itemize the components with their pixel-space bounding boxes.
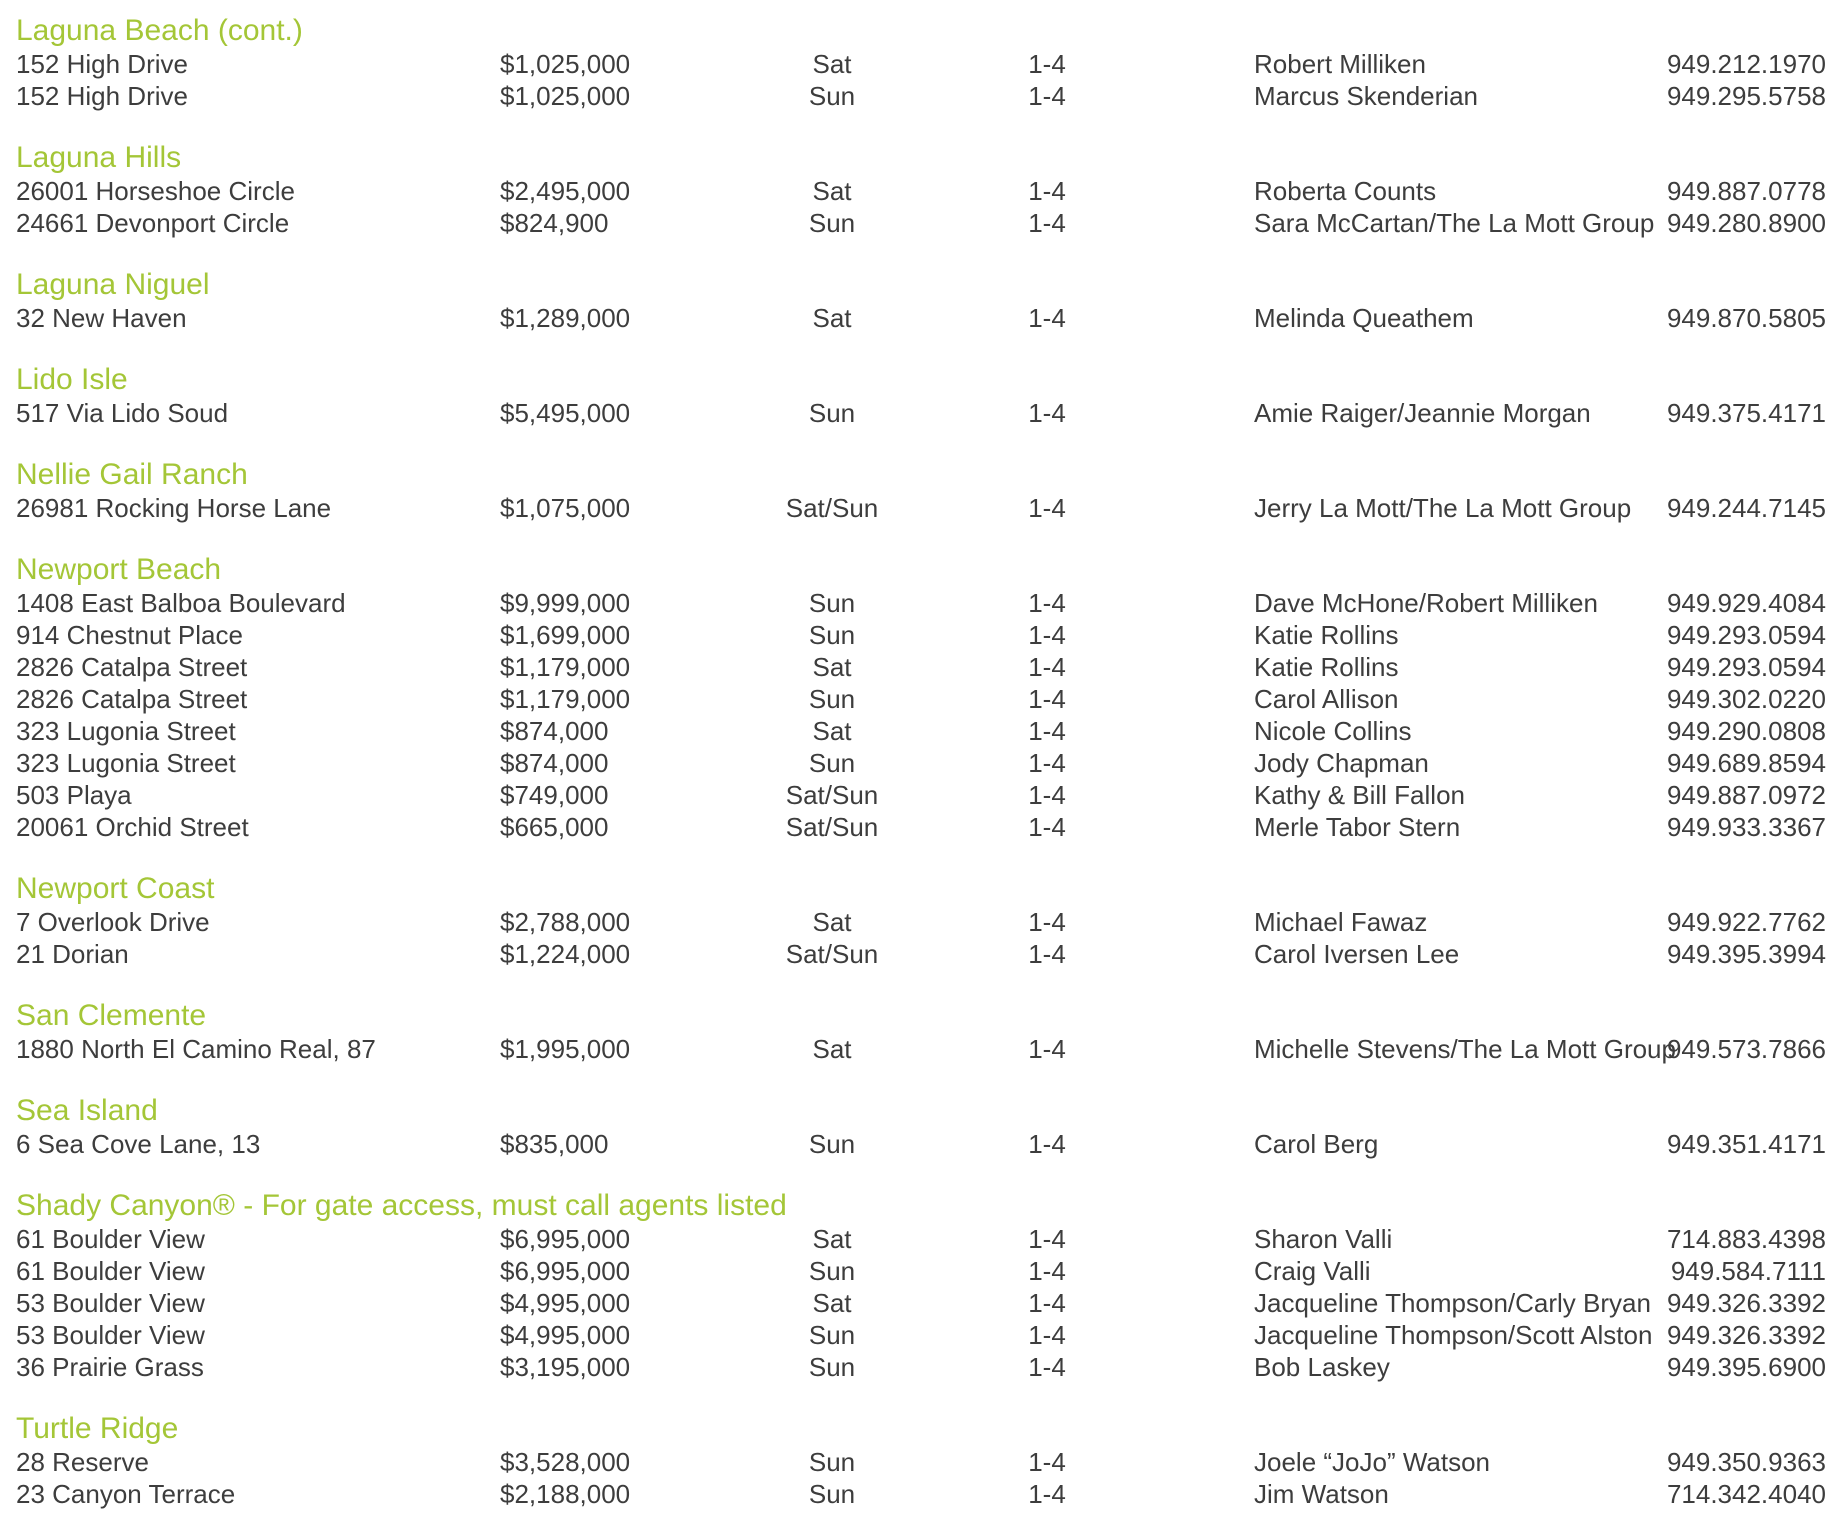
listing-agent: Dave McHone/Robert Milliken xyxy=(1254,588,1598,618)
listing-row xyxy=(16,48,1826,80)
listing-day: Sat/Sun xyxy=(785,812,879,842)
listing-day: Sat xyxy=(812,303,852,333)
listing-price: $3,195,000 xyxy=(500,1352,631,1382)
listing-row xyxy=(16,1319,1826,1351)
listing-row xyxy=(16,651,1826,683)
listing-time: 1-4 xyxy=(1028,780,1066,810)
listing-price: $1,289,000 xyxy=(500,303,631,333)
listing-day: Sat/Sun xyxy=(785,493,879,523)
listing-agent: Carol Allison xyxy=(1254,684,1399,714)
listing-day: Sun xyxy=(808,1352,856,1382)
city-section xyxy=(16,363,1826,429)
listing-phone: 949.212.1970 xyxy=(1666,49,1826,79)
city-section xyxy=(16,999,1826,1065)
listing-price: $665,000 xyxy=(500,812,609,842)
listing-price: $749,000 xyxy=(500,780,609,810)
listing-address: 61 Boulder View xyxy=(16,1224,205,1254)
listing-phone: 949.351.4171 xyxy=(1666,1129,1826,1159)
city-section xyxy=(16,141,1826,239)
city-section-header: Laguna Hills xyxy=(16,141,182,174)
listing-agent: Marcus Skenderian xyxy=(1254,81,1478,111)
listing-day: Sun xyxy=(808,684,856,714)
listing-address: 2826 Catalpa Street xyxy=(16,652,248,682)
city-section xyxy=(16,1412,1826,1510)
listing-price: $3,528,000 xyxy=(500,1447,631,1477)
listing-phone: 949.326.3392 xyxy=(1666,1320,1826,1350)
listing-day: Sun xyxy=(808,588,856,618)
listing-phone: 714.342.4040 xyxy=(1666,1479,1826,1509)
listing-agent: Carol Iversen Lee xyxy=(1254,939,1460,969)
listing-phone: 714.883.4398 xyxy=(1666,1224,1826,1254)
city-section-header: Turtle Ridge xyxy=(16,1412,179,1445)
listing-phone: 949.293.0594 xyxy=(1666,652,1826,682)
listing-row xyxy=(16,619,1826,651)
listing-agent: Katie Rollins xyxy=(1254,620,1399,650)
listing-row xyxy=(16,175,1826,207)
listing-day: Sat xyxy=(812,1034,852,1064)
listing-time: 1-4 xyxy=(1028,1479,1066,1509)
listing-price: $6,995,000 xyxy=(500,1224,631,1254)
listing-day: Sun xyxy=(808,208,856,238)
listing-time: 1-4 xyxy=(1028,684,1066,714)
listing-time: 1-4 xyxy=(1028,1129,1066,1159)
listing-day: Sun xyxy=(808,1447,856,1477)
listing-time: 1-4 xyxy=(1028,716,1066,746)
listing-phone: 949.573.7866 xyxy=(1666,1034,1826,1064)
city-section-header: Newport Beach xyxy=(16,553,222,586)
listing-row xyxy=(16,938,1826,970)
listing-time: 1-4 xyxy=(1028,1288,1066,1318)
listing-agent: Jacqueline Thompson/Scott Alston xyxy=(1254,1320,1653,1350)
listing-agent: Jacqueline Thompson/Carly Bryan xyxy=(1254,1288,1651,1318)
listing-agent: Nicole Collins xyxy=(1254,716,1412,746)
listing-time: 1-4 xyxy=(1028,1320,1066,1350)
listing-time: 1-4 xyxy=(1028,176,1066,206)
listing-price: $1,179,000 xyxy=(500,684,631,714)
listing-agent: Jody Chapman xyxy=(1254,748,1429,778)
listing-row xyxy=(16,1478,1826,1510)
listing-row xyxy=(16,1351,1826,1383)
listing-agent: Kathy & Bill Fallon xyxy=(1254,780,1465,810)
listing-day: Sun xyxy=(808,1256,856,1286)
listing-time: 1-4 xyxy=(1028,907,1066,937)
listing-agent: Jim Watson xyxy=(1254,1479,1389,1509)
listing-price: $6,995,000 xyxy=(500,1256,631,1286)
listing-price: $1,025,000 xyxy=(500,49,631,79)
city-section xyxy=(16,1094,1826,1160)
city-section xyxy=(16,1189,1826,1383)
listing-price: $4,995,000 xyxy=(500,1288,631,1318)
listing-day: Sat xyxy=(812,907,852,937)
listing-agent: Robert Milliken xyxy=(1254,49,1426,79)
listing-time: 1-4 xyxy=(1028,748,1066,778)
listing-address: 6 Sea Cove Lane, 13 xyxy=(16,1129,261,1159)
listing-address: 1408 East Balboa Boulevard xyxy=(16,588,346,618)
listing-price: $824,900 xyxy=(500,208,609,238)
listing-row xyxy=(16,1255,1826,1287)
listing-address: 53 Boulder View xyxy=(16,1320,205,1350)
listing-price: $9,999,000 xyxy=(500,588,631,618)
listing-address: 323 Lugonia Street xyxy=(16,748,236,778)
listing-time: 1-4 xyxy=(1028,652,1066,682)
listing-agent: Katie Rollins xyxy=(1254,652,1399,682)
city-section xyxy=(16,14,1826,112)
listing-price: $4,995,000 xyxy=(500,1320,631,1350)
listing-price: $874,000 xyxy=(500,716,609,746)
listing-row xyxy=(16,397,1826,429)
listing-phone: 949.933.3367 xyxy=(1666,812,1826,842)
listing-address: 1880 North El Camino Real, 87 xyxy=(16,1034,376,1064)
listing-address: 914 Chestnut Place xyxy=(16,620,243,650)
listing-price: $1,995,000 xyxy=(500,1034,631,1064)
listing-phone: 949.929.4084 xyxy=(1666,588,1826,618)
listing-time: 1-4 xyxy=(1028,1034,1066,1064)
listing-address: 323 Lugonia Street xyxy=(16,716,236,746)
listing-row xyxy=(16,302,1826,334)
listing-phone: 949.395.6900 xyxy=(1666,1352,1826,1382)
city-section-header: Laguna Niguel xyxy=(16,268,210,301)
city-section xyxy=(16,458,1826,524)
listing-address: 32 New Haven xyxy=(16,303,187,333)
city-section xyxy=(16,872,1826,970)
listing-phone: 949.584.7111 xyxy=(1670,1256,1826,1286)
city-section xyxy=(16,268,1826,334)
listing-address: 26001 Horseshoe Circle xyxy=(16,176,295,206)
listing-address: 7 Overlook Drive xyxy=(16,907,210,937)
listing-row xyxy=(16,1446,1826,1478)
listing-time: 1-4 xyxy=(1028,1352,1066,1382)
listing-time: 1-4 xyxy=(1028,398,1066,428)
listing-address: 2826 Catalpa Street xyxy=(16,684,248,714)
listing-day: Sat/Sun xyxy=(785,780,879,810)
listing-time: 1-4 xyxy=(1028,1256,1066,1286)
listing-phone: 949.280.8900 xyxy=(1666,208,1826,238)
listing-price: $1,075,000 xyxy=(500,493,631,523)
listing-address: 152 High Drive xyxy=(16,81,188,111)
listing-phone: 949.326.3392 xyxy=(1666,1288,1826,1318)
listing-phone: 949.302.0220 xyxy=(1666,684,1826,714)
listing-agent: Melinda Queathem xyxy=(1254,303,1474,333)
listing-price: $835,000 xyxy=(500,1129,609,1159)
listing-phone: 949.350.9363 xyxy=(1666,1447,1826,1477)
listing-phone: 949.395.3994 xyxy=(1666,939,1826,969)
listing-address: 517 Via Lido Soud xyxy=(16,398,229,428)
listing-time: 1-4 xyxy=(1028,303,1066,333)
listing-time: 1-4 xyxy=(1028,49,1066,79)
listing-day: Sat xyxy=(812,716,852,746)
listing-time: 1-4 xyxy=(1028,81,1066,111)
listing-time: 1-4 xyxy=(1028,208,1066,238)
listing-address: 152 High Drive xyxy=(16,49,188,79)
listing-agent: Amie Raiger/Jeannie Morgan xyxy=(1254,398,1591,428)
listing-address: 24661 Devonport Circle xyxy=(16,208,290,238)
listing-address: 21 Dorian xyxy=(16,939,129,969)
listing-address: 20061 Orchid Street xyxy=(16,812,249,842)
listing-agent: Joele “JoJo” Watson xyxy=(1254,1447,1491,1477)
city-section-header: Nellie Gail Ranch xyxy=(16,458,248,491)
listing-row xyxy=(16,683,1826,715)
listing-address: 53 Boulder View xyxy=(16,1288,205,1318)
listing-time: 1-4 xyxy=(1028,588,1066,618)
listing-day: Sun xyxy=(808,81,856,111)
listing-day: Sun xyxy=(808,620,856,650)
listing-price: $2,495,000 xyxy=(500,176,631,206)
listing-day: Sat xyxy=(812,1224,852,1254)
listing-agent: Michael Fawaz xyxy=(1254,907,1428,937)
listing-time: 1-4 xyxy=(1028,812,1066,842)
listing-phone: 949.922.7762 xyxy=(1666,907,1826,937)
city-section-header: Lido Isle xyxy=(16,363,128,396)
listing-price: $5,495,000 xyxy=(500,398,631,428)
listing-day: Sat xyxy=(812,176,852,206)
listing-phone: 949.870.5805 xyxy=(1666,303,1826,333)
listing-time: 1-4 xyxy=(1028,620,1066,650)
listing-price: $1,699,000 xyxy=(500,620,631,650)
open-house-listings xyxy=(16,14,1826,1510)
listing-row xyxy=(16,1033,1826,1065)
city-section-header: Laguna Beach (cont.) xyxy=(16,14,303,47)
listing-day: Sun xyxy=(808,1320,856,1350)
listing-phone: 949.887.0778 xyxy=(1666,176,1826,206)
listing-phone: 949.295.5758 xyxy=(1666,81,1826,111)
listing-day: Sat/Sun xyxy=(785,939,879,969)
listing-phone: 949.689.8594 xyxy=(1666,748,1826,778)
listing-day: Sat xyxy=(812,49,852,79)
listing-day: Sun xyxy=(808,398,856,428)
listing-day: Sat xyxy=(812,1288,852,1318)
listing-agent: Roberta Counts xyxy=(1254,176,1437,206)
listing-address: 503 Playa xyxy=(16,780,132,810)
city-section xyxy=(16,553,1826,843)
listing-row xyxy=(16,492,1826,524)
listing-address: 26981 Rocking Horse Lane xyxy=(16,493,332,523)
listing-row xyxy=(16,747,1826,779)
listing-price: $2,188,000 xyxy=(500,1479,631,1509)
listing-time: 1-4 xyxy=(1028,1447,1066,1477)
listing-agent: Jerry La Mott/The La Mott Group xyxy=(1254,493,1632,523)
listing-row xyxy=(16,587,1826,619)
listing-agent: Bob Laskey xyxy=(1254,1352,1390,1382)
listing-day: Sun xyxy=(808,1129,856,1159)
listing-price: $2,788,000 xyxy=(500,907,631,937)
listing-row xyxy=(16,207,1826,239)
listing-address: 23 Canyon Terrace xyxy=(16,1479,236,1509)
listing-agent: Carol Berg xyxy=(1254,1129,1379,1159)
listing-agent: Sara McCartan/The La Mott Group xyxy=(1254,208,1655,238)
listing-address: 28 Reserve xyxy=(16,1447,149,1477)
listing-row xyxy=(16,715,1826,747)
listing-row xyxy=(16,811,1826,843)
listing-time: 1-4 xyxy=(1028,939,1066,969)
listing-address: 36 Prairie Grass xyxy=(16,1352,204,1382)
listing-phone: 949.244.7145 xyxy=(1666,493,1826,523)
listing-phone: 949.290.0808 xyxy=(1666,716,1826,746)
listing-day: Sat xyxy=(812,652,852,682)
city-section-header: Sea Island xyxy=(16,1094,158,1127)
listing-agent: Craig Valli xyxy=(1254,1256,1371,1286)
listing-price: $1,179,000 xyxy=(500,652,631,682)
listing-row xyxy=(16,1128,1826,1160)
listing-agent: Michelle Stevens/The La Mott Group xyxy=(1254,1034,1676,1064)
listing-price: $1,224,000 xyxy=(500,939,631,969)
listing-row xyxy=(16,906,1826,938)
listing-phone: 949.887.0972 xyxy=(1666,780,1826,810)
city-section-header: Shady Canyon® - For gate access, must call agents listed xyxy=(16,1189,787,1222)
city-section-header: San Clemente xyxy=(16,999,207,1032)
listing-row xyxy=(16,80,1826,112)
listing-price: $874,000 xyxy=(500,748,609,778)
listing-day: Sun xyxy=(808,748,856,778)
listing-agent: Sharon Valli xyxy=(1254,1224,1393,1254)
listing-row xyxy=(16,1287,1826,1319)
listing-time: 1-4 xyxy=(1028,493,1066,523)
listing-day: Sun xyxy=(808,1479,856,1509)
listing-price: $1,025,000 xyxy=(500,81,631,111)
listing-address: 61 Boulder View xyxy=(16,1256,205,1286)
listing-phone: 949.293.0594 xyxy=(1666,620,1826,650)
listing-row xyxy=(16,779,1826,811)
listing-time: 1-4 xyxy=(1028,1224,1066,1254)
city-section-header: Newport Coast xyxy=(16,872,215,905)
listing-row xyxy=(16,1223,1826,1255)
listing-phone: 949.375.4171 xyxy=(1666,398,1826,428)
listing-agent: Merle Tabor Stern xyxy=(1254,812,1461,842)
